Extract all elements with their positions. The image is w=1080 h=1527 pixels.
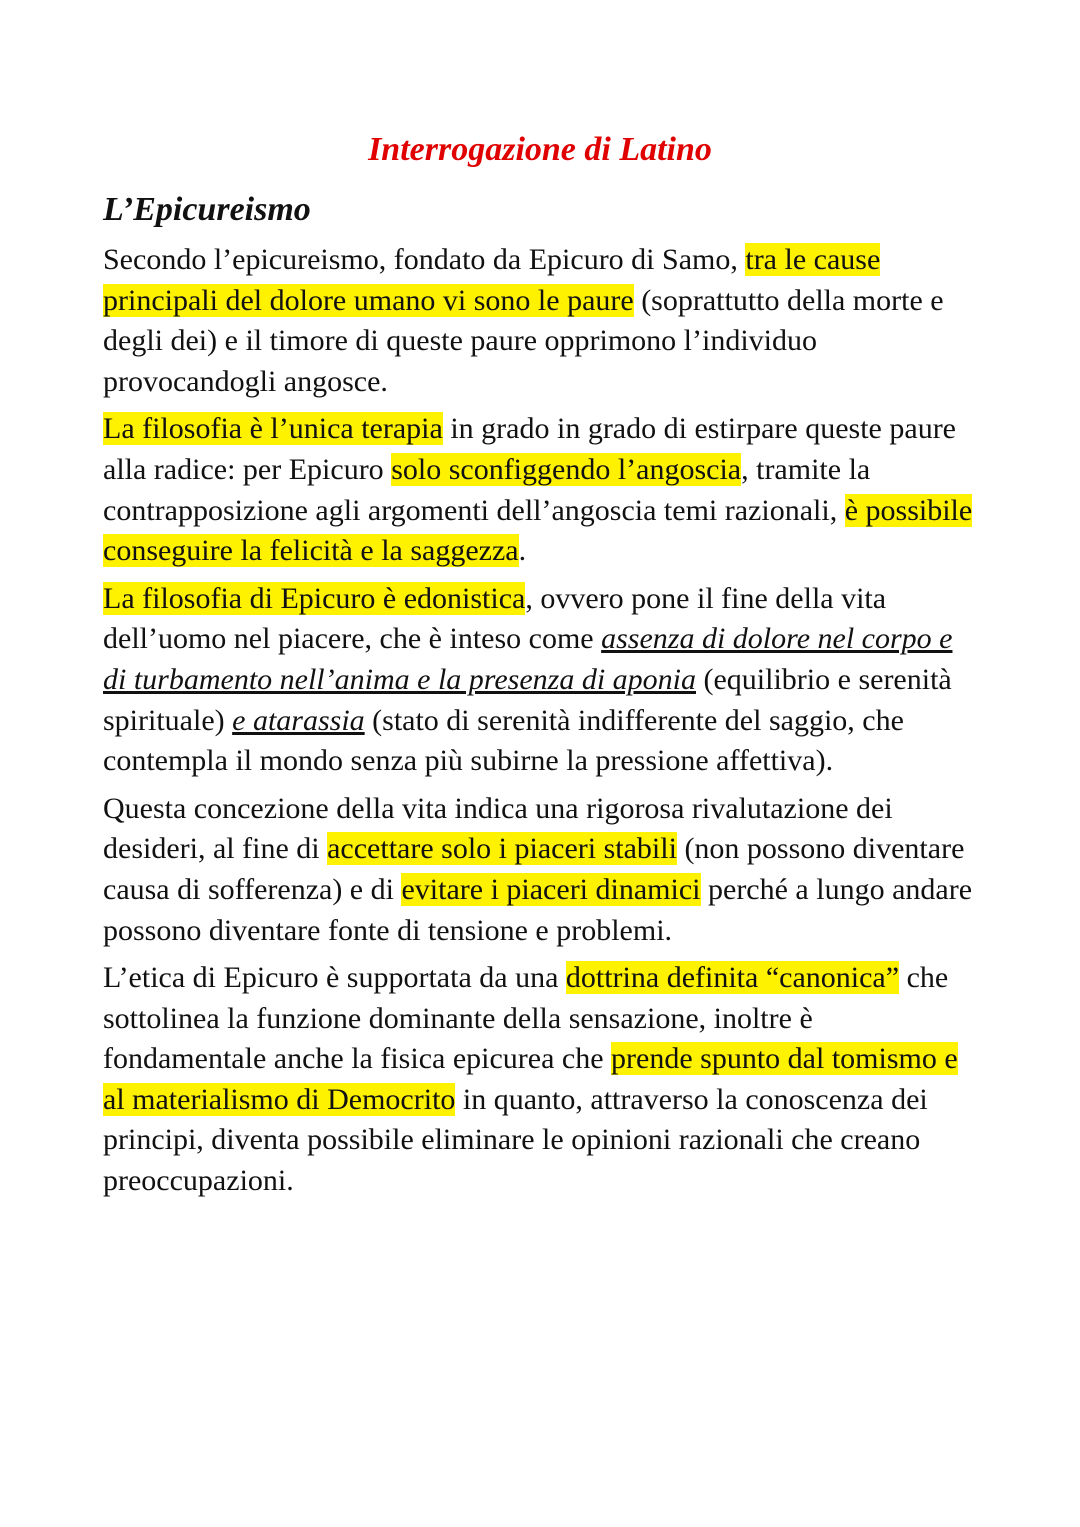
text-run: in grado in grado di estirpare queste paure alla radice: per Epicuro bbox=[103, 412, 956, 486]
highlighted-text: La filosofia di Epicuro è edonistica bbox=[103, 581, 526, 615]
highlighted-text: La filosofia è l’unica terapia bbox=[103, 412, 443, 446]
text-run: in quanto, attraverso la conoscenza dei principi, diventa possibile eliminare le opinioni razionali che creano preoccupazioni. bbox=[103, 1082, 928, 1198]
text-run: . bbox=[518, 534, 527, 568]
highlighted-text: prende spunto dal tomismo e al materialismo di Democrito bbox=[103, 1042, 958, 1116]
text-run: Secondo l’epicureismo, fondato da Epicuro di Samo, bbox=[103, 243, 746, 276]
text-run: perché a lungo andare possono diventare fonte di tensione e problemi. bbox=[103, 872, 973, 947]
underlined-text: assenza di dolore nel corpo e di turbamento nell’anima e la presenza di aponia bbox=[103, 622, 953, 696]
text-run: (non possono diventare causa di sofferenza) e di bbox=[103, 832, 965, 906]
highlighted-text: accettare solo i piaceri stabili bbox=[327, 832, 677, 866]
paragraph-5 bbox=[103, 958, 983, 1202]
text-run: , tramite la contrapposizione agli argomenti dell’angoscia temi razionali, bbox=[103, 452, 871, 527]
text-run: (stato di serenità indifferente del saggio, che contempla il mondo senza più subirne la pressione affettiva). bbox=[103, 703, 904, 778]
text-run: , ovvero pone il fine della vita dell’uomo nel piacere, che è inteso come bbox=[103, 581, 887, 656]
highlighted-text: tra le cause principali del dolore umano vi sono le paure bbox=[103, 243, 881, 317]
highlighted-text: evitare i piaceri dinamici bbox=[401, 872, 701, 906]
text-run: (soprattutto della morte e degli dei) e il timore di queste paure opprimono l’individuo provocandogli angosce. bbox=[103, 283, 944, 398]
paragraph-3 bbox=[103, 579, 983, 782]
underlined-text: e atarassia bbox=[232, 703, 365, 737]
text-run: che sottolinea la funzione dominante della sensazione, inoltre è fondamentale anche la fisica epicurea che bbox=[103, 961, 949, 1076]
document-body bbox=[103, 240, 983, 1209]
highlighted-text: solo sconfiggendo l’angoscia bbox=[391, 452, 742, 486]
section-heading: L’Epicureismo bbox=[103, 191, 311, 228]
highlighted-text: dottrina definita “canonica” bbox=[565, 961, 900, 995]
document-title: Interrogazione di Latino bbox=[368, 131, 712, 168]
highlighted-text: è possibile conseguire la felicità e la saggezza bbox=[103, 493, 973, 568]
paragraph-2 bbox=[103, 409, 983, 571]
text-run: (equilibrio e serenità spirituale) bbox=[103, 662, 952, 737]
text-run: Questa concezione della vita indica una rigorosa rivalutazione dei desideri, al fine di bbox=[103, 791, 893, 866]
text-run: L’etica di Epicuro è supportata da una bbox=[103, 961, 566, 995]
paragraph-4 bbox=[103, 789, 983, 951]
paragraph-1 bbox=[103, 240, 983, 402]
